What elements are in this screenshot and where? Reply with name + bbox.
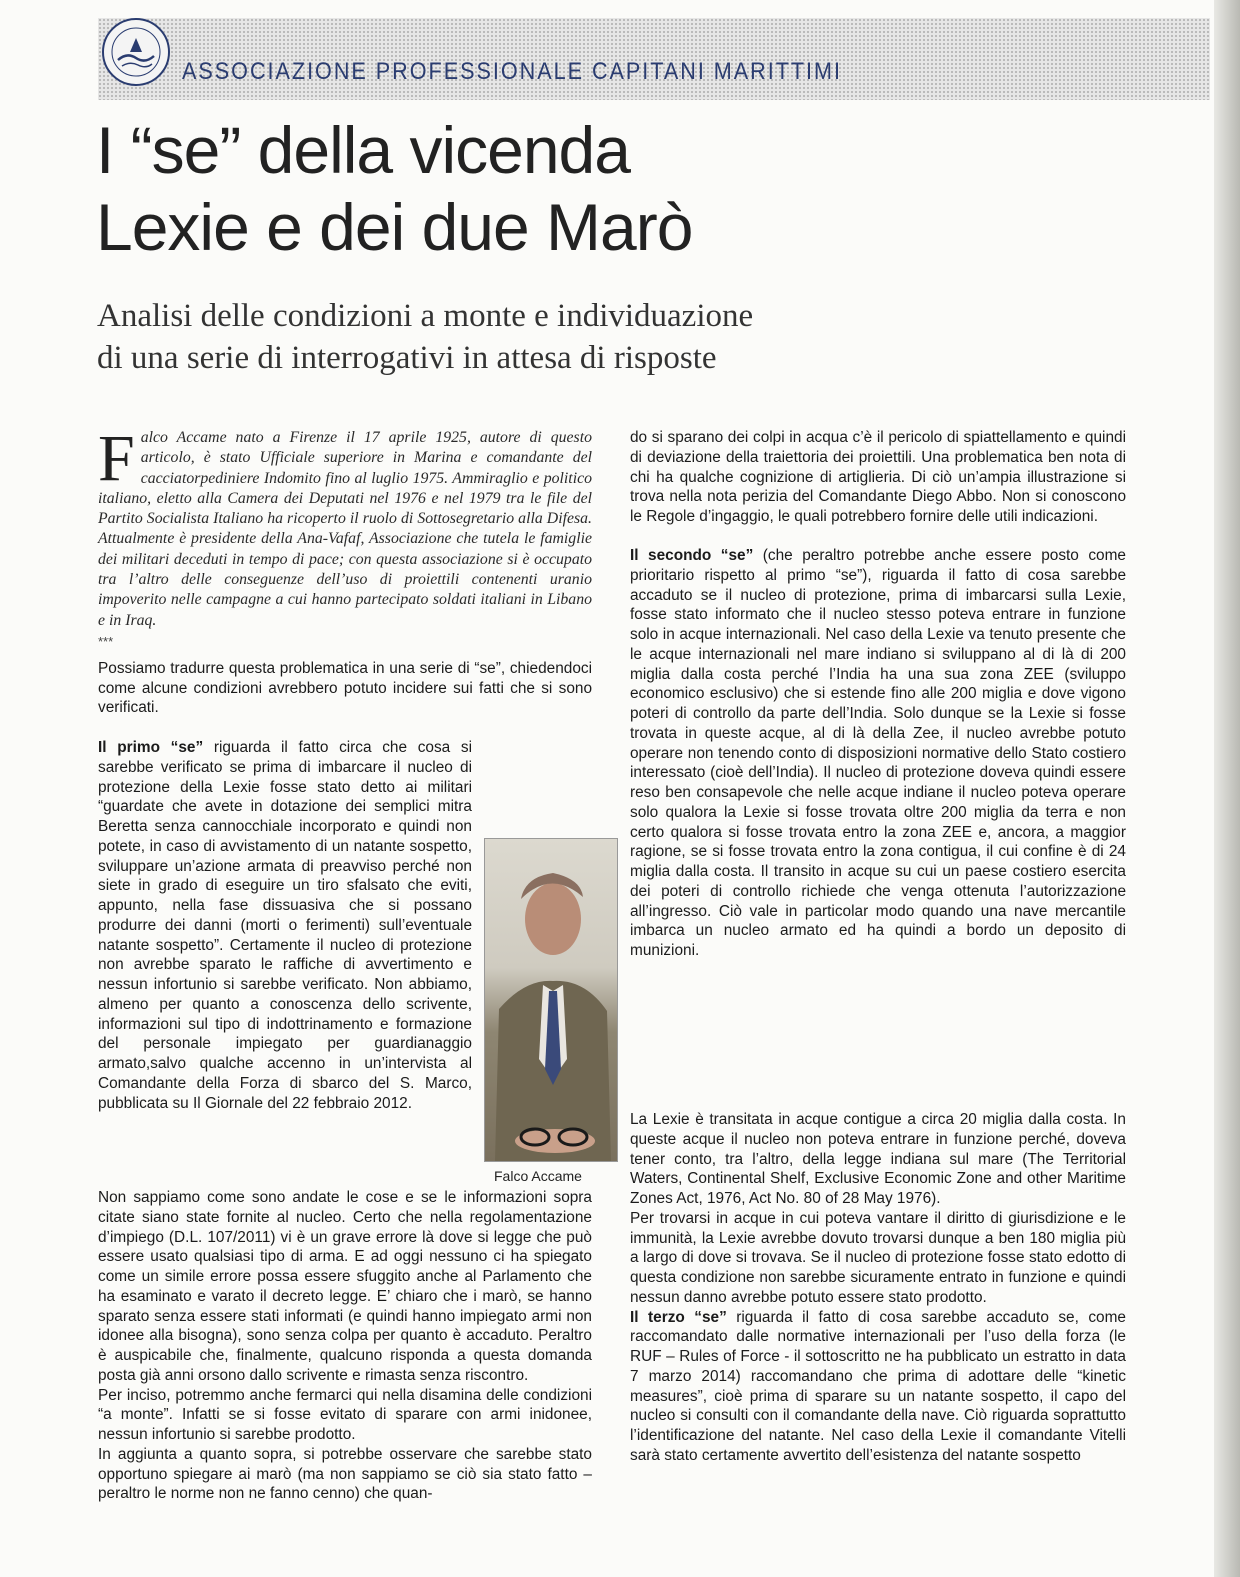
secondo-se-label: Il secondo “se”: [630, 547, 754, 564]
page-edge: [1214, 0, 1240, 1577]
title-line-2: Lexie e dei due Marò: [96, 190, 693, 264]
right-column-bottom: [630, 1110, 1126, 1466]
terzo-se-text: riguarda il fatto di cosa sarebbe accaduto se, come raccomandato dalle normative internazionali per l’uso della forza (le RUF – Rules of Force - il sottoscritto ne ha pubblicato un estratto in data 7 marzo 2014) raccomandano che prima di adottare delle “kinetic measures”, cioè prima di sparare su un natante sospetto, il capo del nucleo si consulti con il comandante della nave. Ciò riguarda soprattutto l’identificazione del natante. Nel caso della Lexie il comandante Vitelli sarà stato certamente avvertito dell’esistenza del natante sospetto: [630, 1308, 1126, 1464]
portrait-photo: [484, 838, 618, 1162]
paragraph: Possiamo tradurre questa problematica in una serie di “se”, chiedendoci come alcune condizioni avrebbero potuto incidere sui fatti che si sono verificati.: [98, 659, 592, 717]
paragraph: Per trovarsi in acque in cui poteva vantare il diritto di giurisdizione e le immunità, la Lexie avrebbe dovuto trovarsi dunque a ben 180 miglia più a largo di dove si trovava. Se il nucleo di protezione fosse stato edotto di questa condizione non sarebbe sicuramente entrato in funzione e quindi nessun danno avrebbe potuto essere stato prodotto.: [630, 1209, 1126, 1306]
paragraph: Per inciso, potremmo anche fermarci qui nella disamina delle condizioni “a monte”. Infatti se si fosse evitato di sparare con armi inidonee, nessun infortunio si sarebbe prodotto.: [98, 1386, 592, 1443]
author-lead: [98, 422, 592, 631]
article-title: [96, 112, 692, 266]
terzo-se-paragraph: [630, 1308, 1126, 1466]
section-separator: ***: [98, 633, 114, 649]
left-column-bottom: [98, 1188, 592, 1504]
paragraph: La Lexie è transitata in acque contigue a circa 20 miglia dalla costa. In queste acque il nucleo non poteva entrare in funzione perché, doveva tener conto, tra l’altro, della legge indiana sul mare (The Territorial Waters, Continental Shelf, Exclusive Economic Zone and other Maritime Zones Act, 1976, Act No. 80 of 28 May 1976).: [630, 1111, 1126, 1207]
paragraph: In aggiunta a quanto sopra, si potrebbe osservare che sarebbe stato opportuno spiegare ai marò (ma non sappiamo se ciò sia stato fatto – peraltro le norme non ne fanno cenno) che quan-: [98, 1445, 592, 1503]
title-line-1: I “se” della vicenda: [96, 113, 630, 187]
primo-se-label: Il primo “se”: [98, 739, 204, 756]
association-seal-icon: [100, 16, 172, 88]
right-column-top: [630, 428, 1126, 527]
paragraph: do si sparano dei colpi in acqua c’è il pericolo di spiattellamento e quindi di deviazione della traiettoria dei proiettili. Una problematica ben nota di chi ha qualche cognizione di artiglieria. Di ciò un’ampia illustrazione si trova nella nota perizia del Comandante Diego Abbo. Non si conoscono le Regole d’ingaggio, le quali potrebbero fornire delle utili indicazioni.: [630, 429, 1126, 525]
subtitle-line-1: Analisi delle condizioni a monte e individuazione: [97, 298, 754, 334]
right-column-wrap: [630, 546, 1126, 961]
portrait-illustration: [485, 839, 617, 1161]
photo-caption: Falco Accame: [494, 1168, 582, 1184]
paragraph: Non sappiamo come sono andate le cose e se le informazioni sopra citate siano state fornite al nucleo. Certo che nella regolamentazione d’impiego (D.L. 107/2011) vi è un grave errore là dove si legge che può essere usato qualsiasi tipo di arma. E ad oggi nessuno ci ha spiegato come un simile errore possa essere sfuggito anche al Parlamento che ha esaminato e varato il decreto legge. E’ chiaro che i marò, se hanno sparato senza essere stati informati (e quindi hanno impiegato armi non idonee alla bisogna), sono senza colpa per quanto è accaduto. Peraltro è auspicabile che, finalmente, qualcuno risponda a questa domanda posta già anni orsono dallo scrivente e rimasta senza riscontro.: [98, 1189, 592, 1384]
drop-cap: F: [98, 422, 135, 495]
terzo-se-label: Il terzo “se”: [630, 1308, 727, 1326]
secondo-se-text: (che peraltro potrebbe anche essere posto come prioritario rispetto al primo “se”), riguarda il fatto di cosa sarebbe accaduto se il nucleo di protezione, prima di imbarcarsi sulla Lexie, fosse stato informato che il nucleo stesso poteva entrare in funzione solo in acque internazionali. Nel caso della Lexie va tenuto presente che le acque internazionali nel mare indiano si sviluppano al di là di 200 miglia dalla costa perché l’India ha una sua zona ZEE (sviluppo economico esclusivo) che si estende fino alle 200 miglia e dove vigono poteri di controllo da parte dell’India. Solo dunque se la Lexie si fosse trovata in queste acque, al di là della Zee, il nucleo avrebbe potuto operare non tenendo conto di disposizioni normative dello Stato costiero interessato (cioè dell’India). Il nucleo di protezione doveva quindi essere reso ben consapevole che nelle acque indiane il nucleo poteva operare solo qualora la Lexie si fosse trovata oltre 200 miglia da terra e non certo qualora si fosse trovata entro la zona ZEE e, ancora, a maggior ragione, se si fosse trovata entro la zona contigua, il cui confine è di 24 miglia dalla costa. Il transito in acque su cui un paese costiero esercita dei poteri di controllo richiede che venga ottenuta l’autorizzazione all’ingresso. Ciò vale in particolar modo quando una nave mercantile imbarca un nucleo armato ed ha quindi a bordo un deposito di munizioni.: [630, 547, 1126, 959]
association-name: ASSOCIAZIONE PROFESSIONALE CAPITANI MARITTIMI: [182, 58, 842, 85]
secondo-se-paragraph: [630, 546, 1126, 961]
left-column-top: [98, 422, 592, 718]
author-bio: alco Accame nato a Firenze il 17 aprile 1925, autore di questo articolo, è stato Ufficiale superiore in Marina e comandante del cacciatorpediniere Indomito fino al luglio 1975. Ammiraglio e politico italiano, eletto alla Camera dei Deputati nel 1976 e nel 1979 tra le file del Partito Socialista Italiano ha ricoperto il ruolo di Sottosegretario alla Difesa. Attualmente è presidente della Ana-Vafaf, Associazione che tutela le famiglie dei militari deceduti in tempo di pace; con questa associazione si è occupato tra l’altro delle conseguenze dell’uso di proiettili contenenti uranio impoverito nelle campagne a cui hanno partecipato soldati italiani in Libano e in Iraq.: [98, 429, 592, 629]
primo-se-text: riguarda il fatto circa che cosa si sarebbe verificato se prima di imbarcare il nucleo di protezione della Lexie fosse stato detto ai militari “guardate che avete in dotazione dei semplici mitra Beretta senza cannocchiale incorporato e quindi non potete, in caso di avvistamento di un natante sospetto, sviluppare un’azione armata di preavviso perché non siete in grado di eseguire un tiro sfalsato che eviti, appunto, nella fase dissuasiva che si possano produrre dei danni (morti o ferimenti) sull’eventuale natante sospetto”. Certamente il nucleo di protezione non avrebbe sparato le raffiche di avvertimento e nessun infortunio si sarebbe verificato. Non abbiamo, almeno per quanto a conoscenza dello scrivente, informazioni sul tipo di indottrinamento e formazione del personale impiegato per guardianaggio armato,salvo qualche accenno in un’intervista al Comandante della Forza di sbarco del S. Marco, pubblicata su Il Giornale del 22 febbraio 2012.: [98, 739, 472, 1112]
article-subtitle: [97, 295, 753, 379]
subtitle-line-2: di una serie di interrogativi in attesa di risposte: [97, 340, 717, 376]
